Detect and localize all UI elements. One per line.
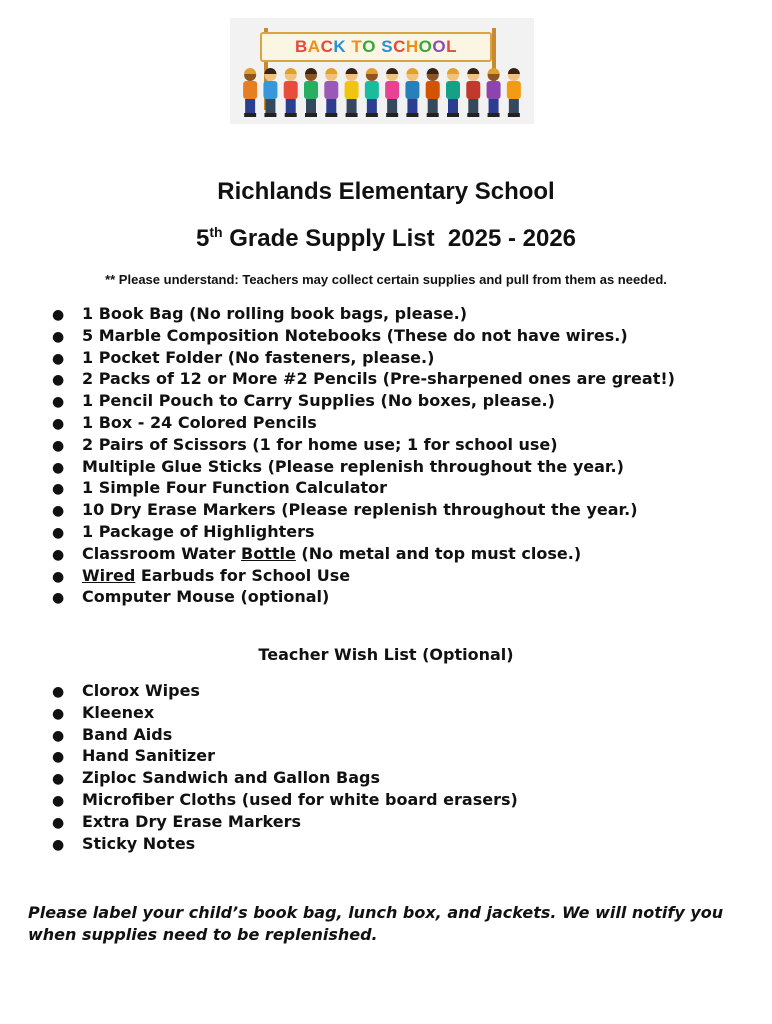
- supply-item: ● 1 Simple Four Function Calculator: [52, 477, 675, 499]
- children-illustration: [240, 66, 524, 118]
- child-figure: [284, 68, 298, 117]
- grade-superscript: th: [209, 224, 223, 240]
- banner-letter: O: [418, 37, 433, 56]
- supply-item-mouse: ● Computer Mouse (optional): [52, 586, 675, 608]
- wish-item: ● Ziploc Sandwich and Gallon Bags: [52, 767, 518, 789]
- banner-sign: [260, 32, 492, 62]
- child-figure: [345, 68, 359, 117]
- wish-item: ● Hand Sanitizer: [52, 745, 518, 767]
- banner-letter: A: [307, 37, 321, 56]
- wish-item: ● Clorox Wipes: [52, 680, 518, 702]
- wish-item: ● Microfiber Cloths (used for white board erasers): [52, 789, 518, 811]
- child-figure: [324, 68, 338, 117]
- supply-item: ● 10 Dry Erase Markers (Please replenish throughout the year.): [52, 499, 675, 521]
- wish-item: ● Band Aids: [52, 724, 518, 746]
- grade-number: 5: [195, 225, 210, 252]
- supply-item: ● 1 Box - 24 Colored Pencils: [52, 412, 675, 434]
- supply-list: [52, 303, 675, 608]
- supply-item: ● 1 Pocket Folder (No fasteners, please.): [52, 347, 675, 369]
- supply-item-earbuds: ● Wired Earbuds for School Use: [52, 565, 675, 587]
- banner-letter: C: [320, 37, 334, 56]
- footer-note: Please label your child’s book bag, lunch box, and jackets. We will notify you when supplies need to be replenished.: [28, 903, 724, 944]
- wish-item: ● Sticky Notes: [52, 833, 518, 855]
- wish-list: [52, 680, 518, 854]
- banner-letter: B: [295, 37, 308, 56]
- child-figure: [263, 68, 277, 117]
- banner-letter: O: [432, 37, 447, 56]
- child-figure: [304, 68, 318, 117]
- supply-item: ● 5 Marble Composition Notebooks (These do not have wires.): [52, 325, 675, 347]
- child-figure: [466, 68, 480, 117]
- supply-item: ● 2 Pairs of Scissors (1 for home use; 1 for school use): [52, 434, 675, 456]
- banner-letter: H: [405, 37, 419, 56]
- wish-list-heading: Teacher Wish List (Optional): [258, 645, 514, 664]
- wish-item: ● Extra Dry Erase Markers: [52, 811, 518, 833]
- child-figure: [365, 68, 379, 117]
- banner-letter: T: [351, 37, 363, 56]
- wish-item: ● Kleenex: [52, 702, 518, 724]
- banner-letter: C: [393, 37, 406, 56]
- child-figure: [426, 68, 440, 117]
- banner-letter: O: [362, 37, 376, 56]
- banner-letter: L: [446, 37, 457, 56]
- banner-letter: S: [381, 37, 394, 56]
- banner-letter: K: [333, 37, 347, 56]
- child-figure: [243, 68, 257, 117]
- supply-item: ● 1 Book Bag (No rolling book bags, please.): [52, 303, 675, 325]
- child-figure: [507, 68, 521, 117]
- supply-item: ● 1 Package of Highlighters: [52, 521, 675, 543]
- child-figure: [487, 68, 501, 117]
- supply-item: ● 2 Packs of 12 or More #2 Pencils (Pre-sharpened ones are great!): [52, 368, 675, 390]
- supply-item: ● Multiple Glue Sticks (Please replenish throughout the year.): [52, 456, 675, 478]
- back-to-school-banner: [230, 18, 534, 124]
- supply-item-water-bottle: ● Classroom Water Bottle (No metal and top must close.): [52, 543, 675, 565]
- title-text: Grade Supply List 2025 - 2026: [222, 225, 577, 252]
- supply-item: ● 1 Pencil Pouch to Carry Supplies (No boxes, please.): [52, 390, 675, 412]
- child-figure: [385, 68, 399, 117]
- child-figure: [405, 68, 419, 117]
- school-name: Richlands Elementary School: [217, 178, 555, 205]
- collection-note: ** Please understand: Teachers may collect certain supplies and pull from them as needed.: [105, 272, 667, 287]
- page-title: [0, 224, 772, 253]
- child-figure: [446, 68, 460, 117]
